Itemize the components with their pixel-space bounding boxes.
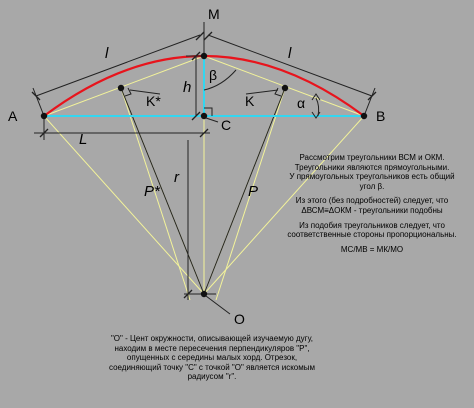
label-alpha: α xyxy=(297,95,306,111)
label-l-right: l xyxy=(288,45,292,62)
right-angle-K-star xyxy=(125,88,131,96)
explanation-line: ΔВСМ≡ΔОКМ - треугольники подобны xyxy=(301,205,443,215)
point-K xyxy=(282,85,288,91)
label-l-left: l xyxy=(105,45,109,62)
radius-OA xyxy=(44,116,204,294)
point-K-star xyxy=(118,85,124,91)
label-P-star: P* xyxy=(144,183,160,200)
chord-AM xyxy=(44,56,204,116)
footnote-line: радиусом "r". xyxy=(187,372,237,382)
explanation-line: У прямоугольных треугольников есть общий xyxy=(289,172,455,182)
explanation-line: соответственные стороны пропорциональны. xyxy=(287,230,457,240)
footnote-line: "О" - Цент окружности, описывающей изучаемую дугу, xyxy=(110,334,314,343)
label-K-star: K* xyxy=(146,93,161,109)
label-P: P xyxy=(248,183,259,200)
leader-C xyxy=(206,118,218,122)
footnote-text xyxy=(92,334,332,382)
footnote-line: находим в месте пересечения перпендикуляров "Р", xyxy=(114,343,310,353)
explanation-line: Из подобия треугольников следует, что xyxy=(299,220,445,230)
tick-A xyxy=(32,92,40,100)
leader-O xyxy=(206,296,230,314)
point-M xyxy=(201,53,207,59)
point-C xyxy=(201,113,207,119)
dim-l-right-ext-b xyxy=(364,88,375,116)
explanation-line: Рассмотрим треугольники ВСМ и ОКМ. xyxy=(299,153,445,162)
perpendicular-p-star xyxy=(121,88,204,294)
explanation-line: угол β. xyxy=(359,181,385,191)
tick-B xyxy=(368,92,376,100)
explanation-text xyxy=(284,153,460,254)
label-M: M xyxy=(208,6,220,22)
similarity-formula: МС/МВ = МК/МО xyxy=(340,244,404,254)
footnote-line: опущенных с середины малых хорд. Отрезок, xyxy=(126,353,298,363)
label-L: L xyxy=(79,131,88,148)
right-angle-K xyxy=(275,88,281,96)
dim-l-left-ext-a xyxy=(33,88,44,116)
explanation-line: Треугольники являются прямоугольными. xyxy=(294,162,450,172)
label-O: O xyxy=(234,311,245,327)
point-B xyxy=(361,113,367,119)
label-B: B xyxy=(376,108,386,124)
point-A xyxy=(41,113,47,119)
explanation-line: Из этого (без подробностей) следует, что xyxy=(295,196,449,206)
label-A: A xyxy=(8,108,18,124)
alpha-arc xyxy=(316,98,319,116)
footnote-line: соединяющий точку "С" с точкой "О" является искомым xyxy=(108,362,315,372)
dim-l-left xyxy=(36,35,200,96)
label-r: r xyxy=(174,169,179,186)
label-C: C xyxy=(221,117,232,133)
point-O xyxy=(201,291,207,297)
label-K: K xyxy=(245,93,255,109)
label-beta: β xyxy=(209,67,218,83)
perpendicular-p xyxy=(204,88,285,294)
label-h: h xyxy=(183,79,192,96)
